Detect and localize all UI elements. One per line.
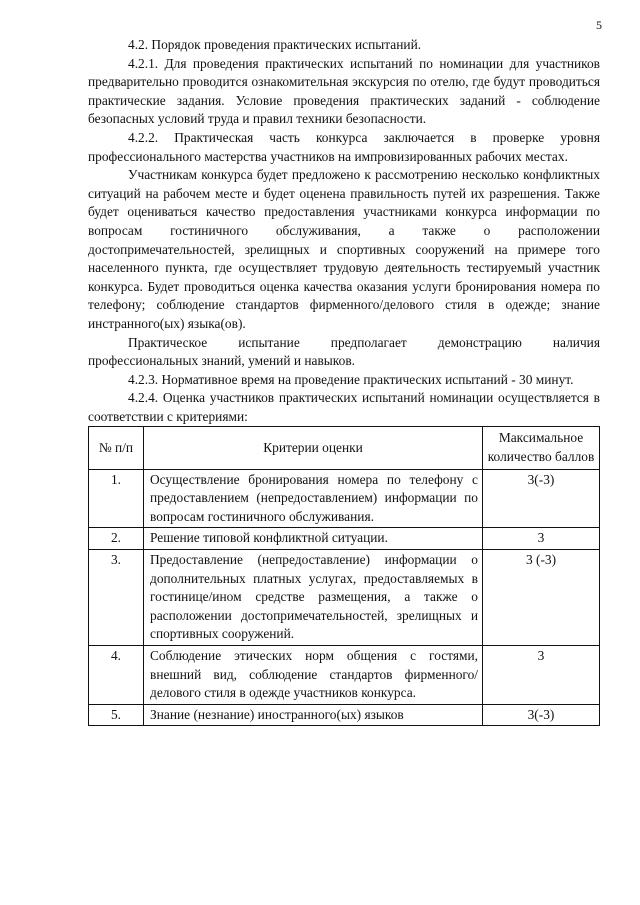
row-num: 4. xyxy=(89,646,144,705)
header-num: № п/п xyxy=(89,427,144,469)
row-num: 1. xyxy=(89,469,144,528)
row-criteria: Предоставление (непредоставление) информации о дополнительных платных услугах, предоставляемых в гостинице/ином средстве размещения, а также о расположении достопримечательностей, зрелищных и спортивных сооружений. xyxy=(144,550,483,646)
paragraph-4-2-2: 4.2.2. Практическая часть конкурса заключается в проверке уровня профессионального мастерства участников на импровизированных рабочих местах. xyxy=(88,129,600,164)
row-score: 3 xyxy=(483,528,600,550)
row-score: 3(-3) xyxy=(483,704,600,726)
paragraph-4-2-3: 4.2.3. Нормативное время на проведение практических испытаний - 30 минут. xyxy=(128,371,574,387)
paragraph-4-2-1: 4.2.1. Для проведения практических испытаний по номинации для участников предварительно проводится ознакомительная экскурсия по отелю, где будут проводиться практические задания. Условие проведения практических заданий - соблюдение безопасных условий труда и правил техники безопасности. xyxy=(88,55,600,127)
row-num: 2. xyxy=(89,528,144,550)
header-criteria: Критерии оценки xyxy=(144,427,483,469)
table-row xyxy=(89,646,600,705)
row-criteria: Осуществление бронирования номера по телефону с предоставлением (непредоставлением) информации по вопросам гостиничного обслуживания. xyxy=(144,469,483,528)
row-criteria: Соблюдение этических норм общения с гостями, внешний вид, соблюдение стандартов фирменного/делового стиля в одежде участников конкурса. xyxy=(144,646,483,705)
table-row xyxy=(89,704,600,726)
table-row xyxy=(89,528,600,550)
header-score: Максимальное количество баллов xyxy=(483,427,600,469)
row-num: 5. xyxy=(89,704,144,726)
row-score: 3 (-3) xyxy=(483,550,600,646)
table-row xyxy=(89,469,600,528)
table-row xyxy=(89,550,600,646)
section-heading: 4.2. Порядок проведения практических испытаний. xyxy=(128,37,422,52)
paragraph-participants: Участникам конкурса будет предложено к рассмотрению несколько конфликтных ситуаций на рабочем месте и будет оценена правильность путей их разрешения. Также будет оцениваться качество предоставления участниками конкурса информации по вопросам гостиничного обслуживания, а также о расположении достопримечательностей, зрелищных и спортивных сооружений на примере того населенного пункта, где осуществляет трудовую деятельность тестируемый участник конкурса. Будет проводиться оценка качества оказания услуги бронирования номера по телефону; соблюдение стандартов фирменного/делового стиля в одежде; знание инстранного(ых) языка(ов). xyxy=(88,167,600,331)
row-criteria: Знание (незнание) иностранного(ых) языков xyxy=(144,704,483,726)
paragraph-practical-test: Практическое испытание предполагает демонстрацию наличия профессиональных знаний, умений и навыков. xyxy=(88,334,600,369)
row-score: 3 xyxy=(483,646,600,705)
page-number: 5 xyxy=(596,18,602,32)
row-score: 3(-3) xyxy=(483,469,600,528)
criteria-table xyxy=(88,426,600,726)
paragraph-4-2-4: 4.2.4. Оценка участников практических испытаний номинации осуществляется в соответствии с критериями: xyxy=(88,390,600,424)
table-header-row xyxy=(89,427,600,469)
row-criteria: Решение типовой конфликтной ситуации. xyxy=(144,528,483,550)
document-body xyxy=(88,36,600,726)
row-num: 3. xyxy=(89,550,144,646)
